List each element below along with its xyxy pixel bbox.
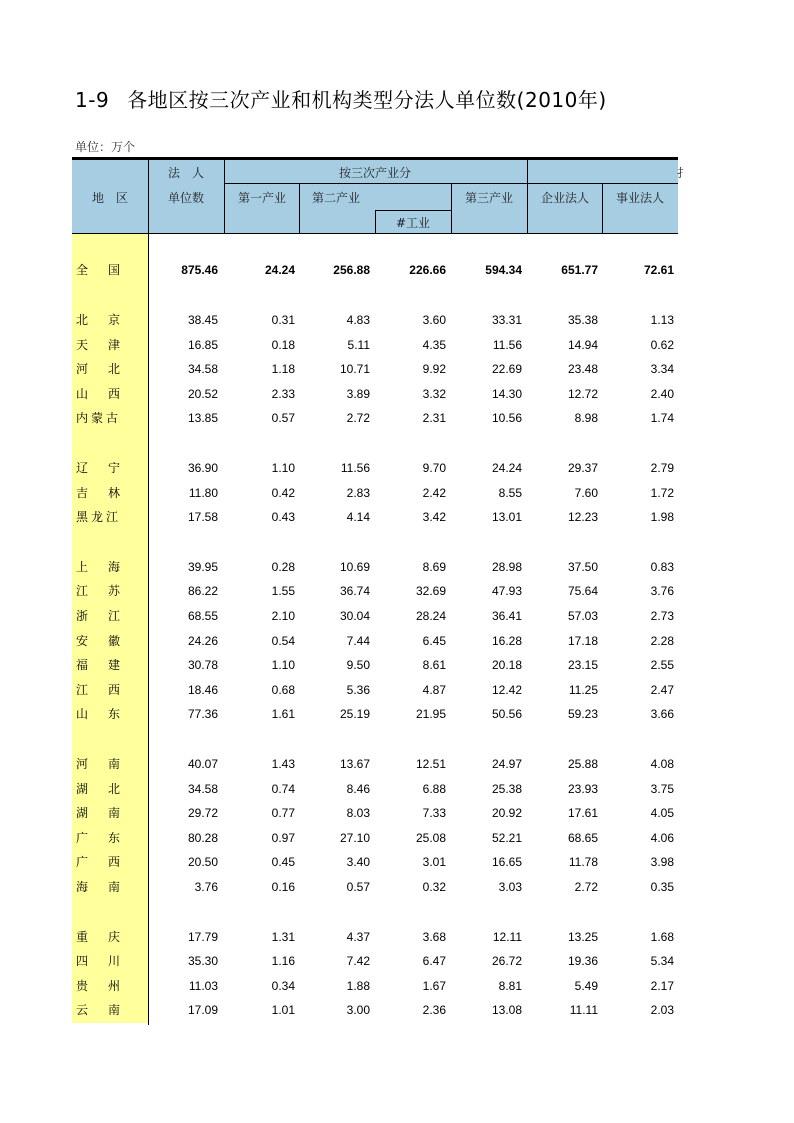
table-cell: 16.85 xyxy=(187,338,218,352)
table-cell: 36.74 xyxy=(339,584,370,598)
region-name: 湖南 xyxy=(76,806,120,820)
table-cell: 25.38 xyxy=(491,782,522,796)
region-name: 四川 xyxy=(76,954,120,968)
table-cell: 0.34 xyxy=(271,979,295,993)
table-row xyxy=(72,975,678,997)
unit-label: 单位：万个 xyxy=(75,140,136,154)
table-row xyxy=(72,753,678,775)
region-name: 天津 xyxy=(76,338,120,352)
table-cell: 80.28 xyxy=(187,831,218,845)
table-cell: 256.88 xyxy=(333,263,370,277)
table-cell: 3.76 xyxy=(194,880,218,894)
table-cell: 1.31 xyxy=(271,930,295,944)
table-cell: 1.01 xyxy=(271,1003,295,1017)
table-cell: 23.93 xyxy=(567,782,598,796)
table-row xyxy=(72,334,678,356)
table-cell: 24.26 xyxy=(187,634,218,648)
table-cell: 0.18 xyxy=(271,338,295,352)
table-row xyxy=(72,679,678,701)
table-cell: 0.35 xyxy=(650,880,674,894)
table-cell: 11.56 xyxy=(492,338,522,352)
table-cell: 6.45 xyxy=(422,634,446,648)
table-row xyxy=(72,851,678,873)
table-cell: 12.72 xyxy=(567,387,598,401)
table-row xyxy=(72,654,678,676)
header-secondary: 第二产业 xyxy=(311,191,361,205)
table-row xyxy=(72,630,678,652)
table-row xyxy=(72,802,678,824)
table-row xyxy=(72,926,678,948)
table-top-rule xyxy=(72,157,678,160)
header-rule xyxy=(224,183,678,184)
table-cell: 1.67 xyxy=(422,979,446,993)
table-cell: 20.92 xyxy=(491,806,522,820)
region-name: 贵州 xyxy=(76,979,120,993)
region-name: 山西 xyxy=(76,387,120,401)
table-cell: 34.58 xyxy=(187,362,218,376)
table-cell: 75.64 xyxy=(567,584,598,598)
table-cell: 35.38 xyxy=(567,313,598,327)
table-cell: 0.16 xyxy=(271,880,295,894)
table-cell: 8.03 xyxy=(346,806,370,820)
table-cell: 32.69 xyxy=(415,584,446,598)
table-cell: 2.73 xyxy=(650,609,674,623)
table-row xyxy=(72,358,678,380)
table-cell: 4.87 xyxy=(422,683,446,697)
table-row xyxy=(72,482,678,504)
table-cell: 20.50 xyxy=(187,855,218,869)
table-cell: 3.40 xyxy=(346,855,370,869)
table-cell: 5.11 xyxy=(347,338,370,352)
table-cell: 50.56 xyxy=(491,707,522,721)
table-cell: 5.34 xyxy=(650,954,674,968)
table-title: 各地区按三次产业和机构类型分法人单位数(2010年) xyxy=(127,88,607,112)
table-cell: 14.94 xyxy=(567,338,598,352)
table-number: 1-9 xyxy=(75,88,110,112)
table-cell: 10.71 xyxy=(339,362,370,376)
table-cell: 0.42 xyxy=(271,486,295,500)
table-row xyxy=(72,876,678,898)
table-cell: 16.65 xyxy=(491,855,522,869)
table-cell: 10.56 xyxy=(491,411,522,425)
table-cell: 17.09 xyxy=(187,1003,218,1017)
table-cell: 1.72 xyxy=(650,486,674,500)
table-cell: 0.83 xyxy=(650,560,674,574)
table-cell: 2.72 xyxy=(574,880,598,894)
table-cell: 4.06 xyxy=(650,831,674,845)
table-cell: 9.92 xyxy=(422,362,446,376)
table-cell: 24.24 xyxy=(264,263,295,277)
header-units-bottom: 单位数 xyxy=(167,191,205,205)
table-cell: 875.46 xyxy=(181,263,218,277)
table-row xyxy=(72,605,678,627)
table-cell: 2.28 xyxy=(650,634,674,648)
table-cell: 11.78 xyxy=(568,855,598,869)
table-cell: 0.77 xyxy=(271,806,295,820)
table-cell: 6.47 xyxy=(422,954,446,968)
table-cell: 86.22 xyxy=(187,584,218,598)
table-cell: 2.10 xyxy=(271,609,295,623)
table-cell: 1.10 xyxy=(271,658,295,672)
table-cell: 8.69 xyxy=(422,560,446,574)
table-cell: 7.42 xyxy=(346,954,370,968)
table-cell: 29.72 xyxy=(187,806,218,820)
table-cell: 0.28 xyxy=(271,560,295,574)
table-cell: 0.74 xyxy=(271,782,295,796)
region-name: 江西 xyxy=(76,683,120,697)
table-row xyxy=(72,506,678,528)
region-name: 山东 xyxy=(76,707,120,721)
table-cell: 5.36 xyxy=(346,683,370,697)
region-name: 北京 xyxy=(76,313,120,327)
table-cell: 2.79 xyxy=(650,461,674,475)
header-institution: 事业法人 xyxy=(615,191,665,205)
table-cell: 9.70 xyxy=(422,461,446,475)
region-name: 湖北 xyxy=(76,782,120,796)
table-cell: 594.34 xyxy=(485,263,522,277)
table-cell: 4.37 xyxy=(346,930,370,944)
table-cell: 3.60 xyxy=(422,313,446,327)
header-group-cut: 扌 xyxy=(676,166,690,180)
table-cell: 0.68 xyxy=(271,683,295,697)
header-tertiary: 第三产业 xyxy=(464,191,514,205)
region-name: 浙江 xyxy=(76,609,120,623)
table-cell: 24.97 xyxy=(491,757,522,771)
header-rule xyxy=(299,183,300,234)
table-cell: 12.42 xyxy=(491,683,522,697)
table-cell: 17.79 xyxy=(187,930,218,944)
table-cell: 36.41 xyxy=(491,609,522,623)
table-cell: 4.83 xyxy=(346,313,370,327)
table-cell: 22.69 xyxy=(491,362,522,376)
table-cell: 36.90 xyxy=(187,461,218,475)
table-cell: 651.77 xyxy=(561,263,598,277)
header-rule xyxy=(527,159,528,234)
table-cell: 33.31 xyxy=(491,313,522,327)
table-cell: 2.42 xyxy=(422,486,446,500)
table-cell: 14.30 xyxy=(491,387,522,401)
header-region: 地 区 xyxy=(91,191,129,205)
table-cell: 11.11 xyxy=(569,1003,598,1017)
table-cell: 13.85 xyxy=(187,411,218,425)
table-cell: 9.50 xyxy=(346,658,370,672)
region-name: 云南 xyxy=(76,1003,120,1017)
table-cell: 3.68 xyxy=(422,930,446,944)
table-cell: 7.44 xyxy=(346,634,370,648)
table-cell: 1.98 xyxy=(650,510,674,524)
table-row xyxy=(72,259,678,281)
table-cell: 19.36 xyxy=(567,954,598,968)
table-cell: 23.15 xyxy=(567,658,598,672)
statistics-table xyxy=(72,157,690,1023)
region-name: 江苏 xyxy=(76,584,120,598)
table-cell: 0.57 xyxy=(346,880,370,894)
header-industry: #工业 xyxy=(395,216,431,230)
region-name: 河南 xyxy=(76,757,120,771)
table-cell: 1.13 xyxy=(650,313,674,327)
table-cell: 13.67 xyxy=(339,757,370,771)
table-cell: 24.24 xyxy=(491,461,522,475)
table-cell: 1.88 xyxy=(346,979,370,993)
table-row xyxy=(72,556,678,578)
table-cell: 68.65 xyxy=(567,831,598,845)
table-cell: 11.25 xyxy=(568,683,598,697)
table-cell: 2.72 xyxy=(346,411,370,425)
region-name: 重庆 xyxy=(76,930,120,944)
table-cell: 37.50 xyxy=(567,560,598,574)
table-row xyxy=(72,703,678,725)
table-cell: 0.32 xyxy=(422,880,446,894)
table-cell: 2.47 xyxy=(650,683,674,697)
table-cell: 8.81 xyxy=(498,979,522,993)
table-cell: 34.58 xyxy=(187,782,218,796)
table-cell: 26.72 xyxy=(491,954,522,968)
header-units-top: 法 人 xyxy=(167,166,205,180)
table-cell: 3.75 xyxy=(650,782,674,796)
header-rule xyxy=(72,233,678,234)
table-cell: 72.61 xyxy=(643,263,674,277)
region-name: 福建 xyxy=(76,658,120,672)
table-cell: 52.21 xyxy=(491,831,522,845)
table-cell: 0.43 xyxy=(271,510,295,524)
header-primary: 第一产业 xyxy=(237,191,287,205)
table-cell: 40.07 xyxy=(187,757,218,771)
header-rule xyxy=(375,210,451,211)
table-cell: 0.54 xyxy=(271,634,295,648)
table-cell: 1.55 xyxy=(271,584,295,598)
table-cell: 3.34 xyxy=(650,362,674,376)
table-row xyxy=(72,407,678,429)
table-cell: 16.28 xyxy=(491,634,522,648)
table-cell: 12.11 xyxy=(492,930,522,944)
table-cell: 8.98 xyxy=(574,411,598,425)
table-cell: 29.37 xyxy=(567,461,598,475)
region-name: 上海 xyxy=(76,560,120,574)
table-cell: 8.55 xyxy=(498,486,522,500)
table-cell: 27.10 xyxy=(339,831,370,845)
table-cell: 2.17 xyxy=(650,979,674,993)
table-row xyxy=(72,999,678,1021)
table-cell: 0.57 xyxy=(271,411,295,425)
table-cell: 35.30 xyxy=(187,954,218,968)
table-row xyxy=(72,778,678,800)
table-cell: 38.45 xyxy=(187,313,218,327)
table-cell: 1.68 xyxy=(650,930,674,944)
table-cell: 17.61 xyxy=(567,806,598,820)
header-rule xyxy=(375,211,376,234)
table-cell: 3.00 xyxy=(346,1003,370,1017)
table-cell: 2.36 xyxy=(422,1003,446,1017)
table-cell: 2.03 xyxy=(650,1003,674,1017)
table-cell: 1.18 xyxy=(271,362,295,376)
table-cell: 1.10 xyxy=(271,461,295,475)
header-enterprise: 企业法人 xyxy=(540,191,590,205)
table-cell: 7.60 xyxy=(574,486,598,500)
table-cell: 11.56 xyxy=(340,461,370,475)
table-cell: 25.88 xyxy=(567,757,598,771)
table-cell: 12.23 xyxy=(567,510,598,524)
table-cell: 7.33 xyxy=(422,806,446,820)
table-cell: 1.16 xyxy=(271,954,295,968)
table-row xyxy=(72,580,678,602)
table-cell: 20.18 xyxy=(491,658,522,672)
header-rule xyxy=(224,159,225,234)
table-cell: 1.43 xyxy=(271,757,295,771)
table-cell: 77.36 xyxy=(187,707,218,721)
region-name: 河北 xyxy=(76,362,120,376)
table-cell: 3.89 xyxy=(346,387,370,401)
table-cell: 68.55 xyxy=(187,609,218,623)
table-cell: 28.98 xyxy=(491,560,522,574)
table-cell: 2.55 xyxy=(650,658,674,672)
region-name: 黑龙江 xyxy=(76,510,118,524)
table-cell: 13.08 xyxy=(491,1003,522,1017)
region-name: 吉林 xyxy=(76,486,120,500)
table-cell: 1.61 xyxy=(271,707,295,721)
table-cell: 2.40 xyxy=(650,387,674,401)
table-cell: 13.01 xyxy=(491,510,522,524)
table-row xyxy=(72,457,678,479)
table-cell: 23.48 xyxy=(567,362,598,376)
table-cell: 6.88 xyxy=(422,782,446,796)
table-cell: 10.69 xyxy=(339,560,370,574)
region-name: 辽宁 xyxy=(76,461,120,475)
table-cell: 47.93 xyxy=(491,584,522,598)
table-cell: 4.35 xyxy=(422,338,446,352)
header-rule xyxy=(602,183,603,234)
table-cell: 28.24 xyxy=(415,609,446,623)
table-cell: 20.52 xyxy=(187,387,218,401)
table-cell: 59.23 xyxy=(567,707,598,721)
table-cell: 3.42 xyxy=(422,510,446,524)
table-cell: 30.78 xyxy=(187,658,218,672)
table-cell: 12.51 xyxy=(415,757,446,771)
table-cell: 0.45 xyxy=(271,855,295,869)
table-cell: 18.46 xyxy=(187,683,218,697)
table-cell: 2.83 xyxy=(346,486,370,500)
table-cell: 4.08 xyxy=(650,757,674,771)
table-cell: 3.03 xyxy=(498,880,522,894)
region-name: 海南 xyxy=(76,880,120,894)
table-cell: 0.97 xyxy=(271,831,295,845)
table-cell: 2.33 xyxy=(271,387,295,401)
table-cell: 3.32 xyxy=(422,387,446,401)
region-name: 全国 xyxy=(76,263,120,277)
table-cell: 11.03 xyxy=(188,979,218,993)
table-cell: 17.58 xyxy=(187,510,218,524)
region-name: 内蒙古 xyxy=(76,411,118,425)
table-cell: 30.04 xyxy=(339,609,370,623)
region-name: 广西 xyxy=(76,855,120,869)
table-cell: 0.62 xyxy=(650,338,674,352)
table-cell: 8.46 xyxy=(346,782,370,796)
region-name: 安徽 xyxy=(76,634,120,648)
table-cell: 1.74 xyxy=(650,411,674,425)
table-row xyxy=(72,383,678,405)
table-cell: 57.03 xyxy=(567,609,598,623)
table-cell: 0.31 xyxy=(271,313,295,327)
table-cell: 21.95 xyxy=(415,707,446,721)
table-cell: 25.19 xyxy=(339,707,370,721)
table-cell: 8.61 xyxy=(422,658,446,672)
table-cell: 226.66 xyxy=(409,263,446,277)
table-cell: 39.95 xyxy=(187,560,218,574)
table-row xyxy=(72,950,678,972)
table-row xyxy=(72,827,678,849)
table-cell: 25.08 xyxy=(415,831,446,845)
table-cell: 13.25 xyxy=(567,930,598,944)
table-cell: 4.14 xyxy=(346,510,370,524)
table-cell: 3.98 xyxy=(650,855,674,869)
table-cell: 11.80 xyxy=(188,486,218,500)
page-title xyxy=(75,84,607,113)
table-cell: 3.01 xyxy=(422,855,446,869)
table-row xyxy=(72,309,678,331)
table-cell: 3.76 xyxy=(650,584,674,598)
region-name: 广东 xyxy=(76,831,120,845)
table-cell: 2.31 xyxy=(422,411,446,425)
table-cell: 17.18 xyxy=(567,634,598,648)
table-cell: 4.05 xyxy=(650,806,674,820)
header-group-industry: 按三次产业分 xyxy=(338,166,412,180)
table-cell: 5.49 xyxy=(574,979,598,993)
table-cell: 3.66 xyxy=(650,707,674,721)
header-rule xyxy=(451,183,452,234)
